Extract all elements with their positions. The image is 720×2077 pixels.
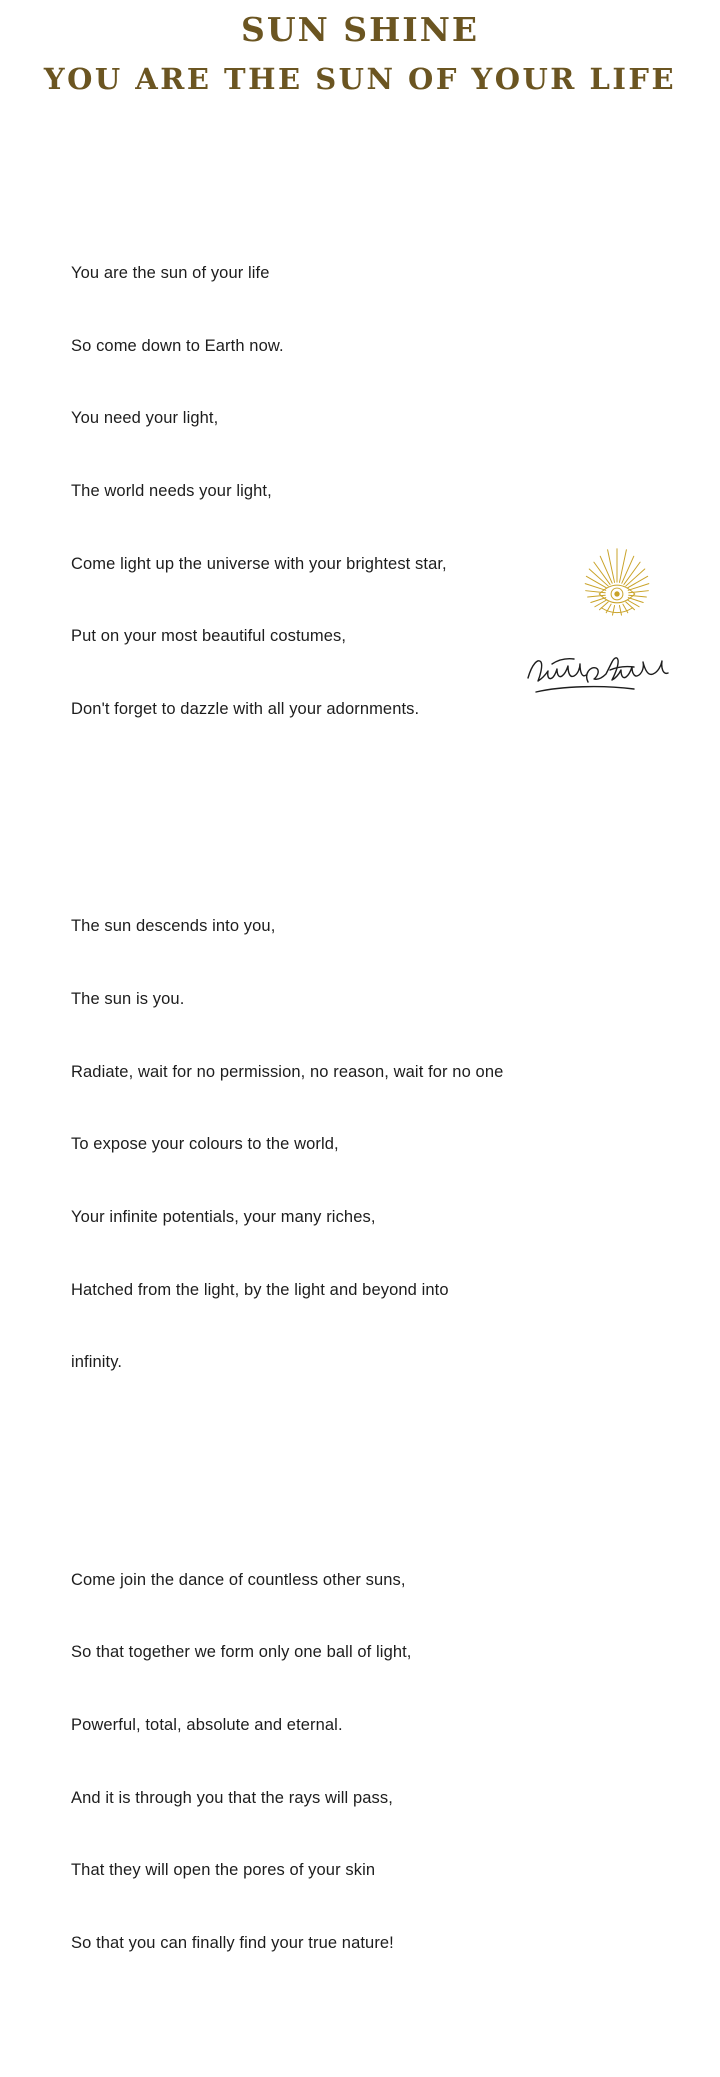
- poem-line: Your infinite potentials, your many riches,: [71, 1207, 376, 1226]
- poem-body: [0, 96, 631, 2076]
- poem-line: You are the sun of your life: [71, 264, 270, 283]
- poem-line: infinity.: [71, 1353, 123, 1372]
- poem-stanza: [71, 1519, 631, 2003]
- poem-line: Don't forget to dazzle with all your adornments.: [71, 699, 420, 718]
- poem-line: The sun is you.: [71, 990, 185, 1009]
- poem-line: Hatched from the light, by the light and beyond into: [71, 1280, 449, 1299]
- sunburst-eye-logo: [558, 542, 676, 642]
- poem-line: Come join the dance of countless other suns,: [71, 1570, 406, 1589]
- author-signature: [522, 648, 672, 700]
- poem-line: So that together we form only one ball of light,: [71, 1643, 412, 1662]
- poem-line: And it is through you that the rays will pass,: [71, 1788, 393, 1807]
- poem-line: To expose your colours to the world,: [71, 1135, 339, 1154]
- poem-line: So come down to Earth now.: [71, 336, 284, 355]
- poem-line: Radiate, wait for no permission, no reason, wait for no one: [71, 1062, 504, 1081]
- poem-line: The sun descends into you,: [71, 917, 276, 936]
- poem-line: Put on your most beautiful costumes,: [71, 627, 347, 646]
- page-title: SUN SHINE: [240, 10, 480, 49]
- poem-stanza: [71, 866, 631, 1423]
- poem-line: Powerful, total, absolute and eternal.: [71, 1715, 343, 1734]
- poem-line: Come light up the universe with your brightest star,: [71, 554, 447, 573]
- page-subtitle: YOU ARE THE SUN OF YOUR LIFE: [43, 62, 677, 97]
- poem-line: So that you can finally find your true nature!: [71, 1933, 394, 1952]
- poem-line: That they will open the pores of your skin: [71, 1861, 376, 1880]
- poem-line: You need your light,: [71, 409, 219, 428]
- poem-line: The world needs your light,: [71, 482, 272, 501]
